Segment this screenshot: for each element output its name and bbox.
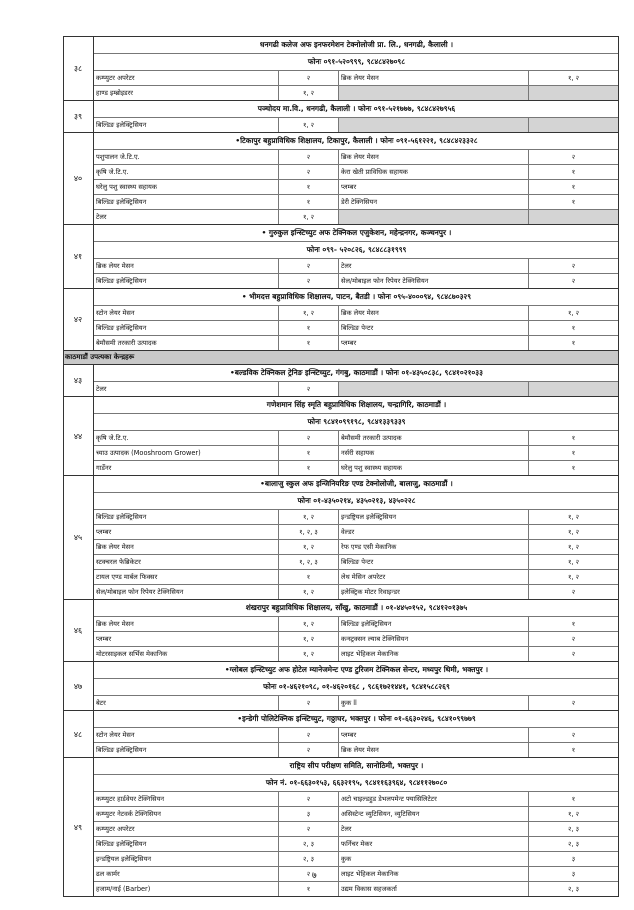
- table-row: [94, 86, 619, 100]
- trade-name: बिल्डिङ इलेक्ट्रिसियन: [94, 743, 279, 757]
- trade-name: ब्रिक लेयर मेसन: [339, 71, 529, 85]
- trade-name: लेथ मेसिन अपरेटर: [339, 570, 529, 584]
- trade-name: टायल एण्ड मार्बल फिक्सर: [94, 570, 279, 584]
- table-row: [94, 728, 619, 743]
- serial-number: ४७: [63, 662, 94, 710]
- institution-phone: फोन नं. ०१-६६३०१५३, ६६३२१९५, ९८४११६३९६४, ९८४११२७०८०: [94, 775, 619, 792]
- trade-level: २: [571, 588, 576, 596]
- trade-level: २: [279, 274, 339, 288]
- trade-name: ब्रिक लेयर मेसन: [339, 150, 529, 164]
- trade-level: २: [279, 259, 339, 273]
- trade-name: टेलर: [339, 822, 529, 836]
- institution-content: [94, 758, 619, 896]
- trade-level: २, ३: [567, 840, 580, 848]
- institution-content: [94, 133, 619, 224]
- trade-level: १, २: [279, 306, 339, 320]
- trade-name: नर्सरी सहायक: [339, 446, 529, 460]
- trade-name: स्टोन लेयर मेसन: [94, 306, 279, 320]
- trade-level: २: [279, 728, 339, 742]
- table-row: [94, 336, 619, 350]
- trade-name: घरेलु पशु स्वास्थ्य सहायक: [94, 180, 279, 194]
- trade-name: कृषि जे.टि.ए.: [94, 165, 279, 179]
- trade-name: डेरी टेक्निसियन: [339, 195, 529, 209]
- serial-number: ४६: [63, 600, 94, 661]
- table-row: [94, 431, 619, 446]
- trade-name: मोटरसाइकल सर्भिस मेकानिक: [94, 647, 279, 661]
- trade-level: १, २, ३: [279, 555, 339, 569]
- trade-level: २: [279, 867, 339, 881]
- trade-name: असिस्टेन्ट व्युटिसियन, व्युटिसियन: [339, 807, 529, 821]
- trade-level: १, २: [567, 528, 580, 536]
- table-row: [94, 461, 619, 475]
- institution-phone: फोनः ०९९- ५२०८२६, ९८४८८३१९९९: [94, 242, 619, 259]
- institution-block: [63, 475, 619, 599]
- trade-level: १: [279, 321, 339, 335]
- trade-level: २: [571, 650, 576, 658]
- table-row: [94, 321, 619, 336]
- trade-name: वेल्डर: [339, 525, 529, 539]
- trade-level: [529, 382, 618, 396]
- trade-level: १: [571, 434, 576, 442]
- trade-level: १: [279, 882, 339, 896]
- trade-level: २: [571, 262, 576, 270]
- table-row: [94, 585, 619, 599]
- institution-phone: फोनः ०९१-५२०९९९, ९८४८४२७०९८: [94, 54, 619, 71]
- trade-level: १: [279, 195, 339, 209]
- table-row: [94, 882, 619, 896]
- trade-level: २: [279, 71, 339, 85]
- table-row: [94, 259, 619, 274]
- table-row: [94, 165, 619, 180]
- institution-block: [63, 396, 619, 475]
- trade-level: १: [571, 198, 576, 206]
- table-row: [94, 180, 619, 195]
- institution-block: [63, 364, 619, 396]
- trade-name: कन्स्ट्रक्सन ल्याब टेक्निसियन: [339, 632, 529, 646]
- table-row: [94, 525, 619, 540]
- trade-name: कम्प्युटर अपरेटर: [94, 822, 279, 836]
- trade-level: १, २: [567, 810, 580, 818]
- trade-level: २: [571, 153, 576, 161]
- trade-level: २: [279, 822, 339, 836]
- trade-level: २: [571, 731, 576, 739]
- trade-level: १: [571, 168, 576, 176]
- trade-name: बिल्डिङ इलेक्ट्रिसियन: [339, 617, 529, 631]
- table-bottom-border: [63, 896, 619, 897]
- institution-content: [94, 101, 619, 132]
- institution-content: [94, 365, 619, 396]
- institution-name: राष्ट्रिय सीप परीक्षण समिति, सानोठिमी, भक्तपुर ।: [94, 758, 619, 775]
- trade-name: कम्प्युटर अपरेटर: [94, 71, 279, 85]
- table-row: [94, 555, 619, 570]
- institution-name: गणेशमान सिंह स्मृति बहुप्राविधिक शिक्षालय, चन्द्रागिरि, काठमाडौं ।: [94, 397, 619, 414]
- section-heading: काठमाडौं उपत्यका केन्द्रहरू: [63, 350, 619, 364]
- serial-number: ४०: [63, 133, 94, 224]
- table-row: [94, 792, 619, 807]
- trade-name: स्टोन लेयर मेसन: [94, 728, 279, 742]
- trade-level: [529, 210, 618, 224]
- trade-name: इन्डष्ट्रियल इलेक्ट्रिसियन: [339, 510, 529, 524]
- institution-content: [94, 711, 619, 757]
- trade-name: इन्डष्ट्रियल इलेक्ट्रिसियन: [94, 852, 279, 866]
- trade-name: प्लम्बर: [94, 632, 279, 646]
- trade-name: [339, 86, 529, 100]
- trade-name: बिल्डिङ पेन्टर: [339, 555, 529, 569]
- trade-name: कम्प्युटर नेटवर्क टेक्निसियन: [94, 807, 279, 821]
- institution-name: •ग्लोबल इन्स्टिच्युट अफ होटेल म्यानेजमेन्ट एण्ड टुरिजम टेक्निकल सेन्टर, मध्यपुर थिमी, भक्तपुर ।: [94, 662, 619, 679]
- trade-name: कुक ll: [339, 696, 529, 710]
- institution-content: [94, 476, 619, 599]
- serial-number: ३८: [63, 37, 94, 100]
- institution-content: [94, 225, 619, 288]
- trade-level: १: [279, 461, 339, 475]
- institution-name: •बल्डविक टेक्निकल ट्रेनिङ इन्स्टिच्युट, गंगबु, काठमाडौं । फोनः ०१-४३५०८३८, ९८४१०२१०३३: [94, 365, 619, 382]
- trade-name: प्लम्बर: [94, 525, 279, 539]
- trade-name: बेमौसमी तरकारी उत्पादक: [339, 431, 529, 445]
- trade-level: १: [571, 183, 576, 191]
- table-row: [94, 743, 619, 757]
- trade-name: ब्रिक लेयर मेसन: [94, 540, 279, 554]
- trade-name: [339, 382, 529, 396]
- trade-name: पशुपालन जे.टि.ए.: [94, 150, 279, 164]
- trade-name: प्लम्बर: [339, 728, 529, 742]
- trade-level: १: [279, 570, 339, 584]
- trade-name: बिल्डिङ इलेक्ट्रिसियन: [94, 510, 279, 524]
- trade-name: रेफ एण्ड एसी मेकानिक: [339, 540, 529, 554]
- trade-level: १, २: [279, 632, 339, 646]
- trade-name: [339, 210, 529, 224]
- trade-name: इलेक्ट्रिक मोटर रिवाइन्डर: [339, 585, 529, 599]
- institution-content: [94, 662, 619, 710]
- trade-name: हजाम/नाई (Barber): [94, 882, 279, 896]
- trade-level: १: [571, 464, 576, 472]
- institution-block: [63, 224, 619, 288]
- trade-level: २: [571, 635, 576, 643]
- trade-level: १, २, ३: [279, 525, 339, 539]
- institution-content: [94, 600, 619, 661]
- trade-name: ढल कार्मर: [94, 867, 279, 881]
- trade-level: १: [279, 180, 339, 194]
- table-outer-border: [618, 36, 619, 897]
- table-row: [94, 540, 619, 555]
- trade-name: फर्निचर मेकर: [339, 837, 529, 851]
- trade-level: २, ३: [567, 885, 580, 893]
- institution-phone: फोनः ०१-४६२१०९८, ०१-४६२०१६८ , ९८६१७२१४४१, ९८४१५८८२६९: [94, 679, 619, 696]
- trade-level: [529, 118, 618, 132]
- trade-level: २: [279, 792, 339, 806]
- trade-level: १, २: [567, 543, 580, 551]
- trade-level: २: [279, 431, 339, 445]
- trade-level: १: [279, 446, 339, 460]
- trade-name: स्टक्चरल फेब्रिकेटर: [94, 555, 279, 569]
- trade-name: बिल्डिङ इलेक्ट्रिसियन: [94, 118, 279, 132]
- trade-level: १, २: [279, 86, 339, 100]
- trade-level: १, २: [567, 309, 580, 317]
- serial-number: ४८: [63, 711, 94, 757]
- table-row: [94, 837, 619, 852]
- serial-number: ४४: [63, 397, 94, 475]
- table-row: [94, 867, 619, 882]
- trade-level: २, ३: [279, 837, 339, 851]
- serial-number: ४१: [63, 225, 94, 288]
- trade-level: १, २: [279, 585, 339, 599]
- trade-level: १, २: [279, 540, 339, 554]
- trade-level: १, २: [567, 573, 580, 581]
- institution-block: [63, 132, 619, 224]
- trade-level: २: [279, 150, 339, 164]
- trade-name: [339, 118, 529, 132]
- institution-block: [63, 36, 619, 100]
- trade-level: ३: [571, 870, 576, 878]
- institution-block: [63, 710, 619, 757]
- table-row: [94, 210, 619, 224]
- trade-name: कृषि जे.टि.ए.: [94, 431, 279, 445]
- trade-level: ३: [571, 855, 576, 863]
- trade-name: टेलर: [94, 382, 279, 396]
- trade-name: बिल्डिङ पेन्टर: [339, 321, 529, 335]
- institution-block: [63, 757, 619, 896]
- trade-name: कुक: [339, 852, 529, 866]
- trade-level: २, ३: [279, 852, 339, 866]
- institution-name: धनगढी कलेज अफ इनफरमेशन टेक्नोलोजी प्रा. लि., धनगढी, कैलाली ।: [94, 37, 619, 54]
- institution-name: •इन्डेगी पोलिटेक्निक इन्स्टिच्युट, गठ्ठाघर, भक्तपुर । फोनः ०१-६६३०२४६, ९८४१०९९७७९: [94, 711, 619, 728]
- trade-level: [529, 86, 618, 100]
- serial-number: ४३: [63, 365, 94, 396]
- trade-level: २, ३: [567, 825, 580, 833]
- page-number: ७: [312, 871, 317, 881]
- trade-name: बिल्डिङ इलेक्ट्रिसियन: [94, 837, 279, 851]
- trade-name: टेलर: [339, 259, 529, 273]
- table-row: [94, 822, 619, 837]
- trade-level: २: [279, 743, 339, 757]
- trade-level: १: [571, 324, 576, 332]
- trade-name: बेटर: [94, 696, 279, 710]
- table-row: [94, 150, 619, 165]
- institution-content: [94, 289, 619, 350]
- trade-name: उद्यम विकास सहजकर्ता: [339, 882, 529, 896]
- trade-name: बेमौसमी तरकारी उत्पादक: [94, 336, 279, 350]
- trade-name: कम्प्युटर हार्डवेयर टेक्निसियन: [94, 792, 279, 806]
- trade-level: १, २: [279, 210, 339, 224]
- institution-block: [63, 599, 619, 661]
- trade-name: बिल्डिङ इलेक्ट्रिसियन: [94, 274, 279, 288]
- institution-block: [63, 661, 619, 710]
- table-row: [94, 118, 619, 132]
- trade-name: प्लम्बर: [339, 336, 529, 350]
- institution-block: [63, 288, 619, 350]
- trade-level: १: [571, 339, 576, 347]
- table-row: [94, 446, 619, 461]
- institution-name: • भीमदत्त बहुप्राविधिक शिक्षालय, पाटन, बैतडी । फोनः ०९५-४०००९४, ९८४८७०३२९: [94, 289, 619, 306]
- table-row: [94, 617, 619, 632]
- trade-level: १, २: [279, 617, 339, 631]
- training-centers-table: [63, 36, 619, 897]
- institution-name: •टिकापुर बहुप्राविधिक शिक्षालय, टिकापुर, कैलाली । फोनः ०९१-५६१२२१, ९८४८४२३३२८: [94, 133, 619, 150]
- trade-level: २: [279, 165, 339, 179]
- trade-name: लाइट भेहिकल मेकानिक: [339, 867, 529, 881]
- trade-name: केरा खेती प्राविधिक सहायक: [339, 165, 529, 179]
- table-row: [94, 570, 619, 585]
- trade-level: १, २: [279, 510, 339, 524]
- trade-name: अटो चाइल्डहुड डेभलपमेन्ट फ्यासिलिटेटर: [339, 792, 529, 806]
- table-outer-border: [63, 36, 64, 897]
- table-row: [94, 696, 619, 710]
- trade-level: १: [279, 336, 339, 350]
- serial-number: ४२: [63, 289, 94, 350]
- table-row: [94, 647, 619, 661]
- trade-level: २: [571, 277, 576, 285]
- trade-level: १: [571, 795, 576, 803]
- trade-name: बिल्डिङ इलेक्ट्रिसियन: [94, 321, 279, 335]
- serial-number: ३९: [63, 101, 94, 132]
- trade-level: २: [279, 696, 339, 710]
- serial-number: ४५: [63, 476, 94, 599]
- trade-name: ब्रिक लेयर मेसन: [94, 259, 279, 273]
- trade-name: बिल्डिङ इलेक्ट्रिसियन: [94, 195, 279, 209]
- table-row: [94, 306, 619, 321]
- trade-level: १, २: [567, 513, 580, 521]
- trade-name: हाण्ड इम्ब्रोइडरर: [94, 86, 279, 100]
- table-row: [94, 71, 619, 86]
- trade-level: १: [571, 620, 576, 628]
- trade-name: गार्डेनर: [94, 461, 279, 475]
- trade-name: ब्रिक लेयर मेसन: [94, 617, 279, 631]
- table-row: [94, 382, 619, 396]
- serial-number: ४९: [63, 758, 94, 896]
- trade-name: च्याउ उत्पादक (Mooshroom Grower): [94, 446, 279, 460]
- trade-name: लाइट भेहिकल मेकानिक: [339, 647, 529, 661]
- table-row: [94, 632, 619, 647]
- trade-name: ब्रिक लेयर मेसन: [339, 306, 529, 320]
- table-row: [94, 195, 619, 210]
- table-row: [94, 807, 619, 822]
- institution-name: शंखरापुर बहुप्राविधिक शिक्षालय, साँखु, काठमाडौं । ०१-४४५०१५२, ९८४१२०१३७५: [94, 600, 619, 617]
- trade-level: १: [571, 746, 576, 754]
- trade-name: ब्रिक लेयर मेसन: [339, 743, 529, 757]
- trade-name: प्लम्बर: [339, 180, 529, 194]
- institution-phone: फोनः ९८४१०९९१९८, ९८४१३३९३३९: [94, 414, 619, 431]
- institution-content: [94, 37, 619, 100]
- institution-phone: फोनः ०१-४३५०२१४, ४३५०२१३, ४३५०२२८: [94, 493, 619, 510]
- trade-name: सेल/मोबाइल फोन रिपेयर टेक्निसियन: [94, 585, 279, 599]
- trade-level: १, २: [567, 558, 580, 566]
- trade-level: १, २: [279, 647, 339, 661]
- table-row: [94, 852, 619, 867]
- trade-level: २: [279, 382, 339, 396]
- institution-name: •बालाजु स्कुल अफ इन्जिनियरिङ एण्ड टेक्नोलोजी, बालाजु, काठमाडौं ।: [94, 476, 619, 493]
- institution-name: • गुरुकुल इन्स्टिच्युट अफ टेक्निकल एजुकेशन, महेन्द्रनगर, कञ्चनपुर ।: [94, 225, 619, 242]
- trade-level: १, २: [279, 118, 339, 132]
- trade-level: २: [571, 699, 576, 707]
- trade-name: सेल/मोबाइल फोन रिपेयर टेक्निसियन: [339, 274, 529, 288]
- trade-name: टेलर: [94, 210, 279, 224]
- trade-level: ३: [279, 807, 339, 821]
- trade-level: १, २: [567, 74, 580, 82]
- institution-name: पञ्चोदय मा.वि., धनगढी, कैलाली । फोनः ०९१-५२१७७७, ९८४८४२७९५६: [94, 101, 619, 118]
- trade-name: घरेलु पशु स्वास्थ्य सहायक: [339, 461, 529, 475]
- institution-block: [63, 100, 619, 132]
- trade-level: १: [571, 449, 576, 457]
- institution-content: [94, 397, 619, 475]
- table-row: [94, 510, 619, 525]
- table-row: [94, 274, 619, 288]
